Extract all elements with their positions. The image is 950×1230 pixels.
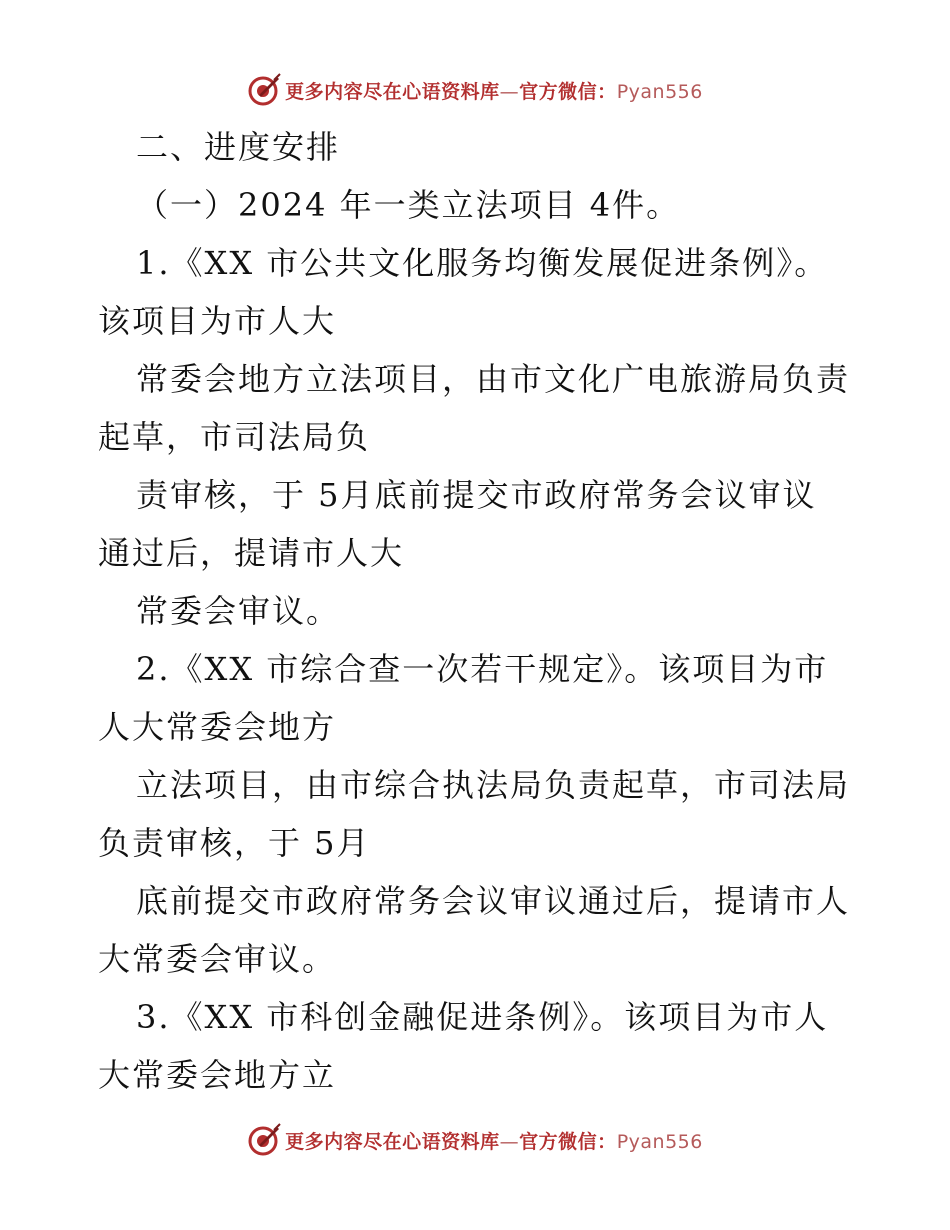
watermark-contact-id: Pyan556 <box>616 80 703 103</box>
watermark-brand: 更多内容尽在心语资料库 <box>285 1130 500 1153</box>
watermark-contact-label: 官方微信： <box>519 80 617 103</box>
text-line: 负责审核，于 5月 <box>98 824 371 862</box>
text-line: 起草，市司法局负 <box>98 418 371 456</box>
watermark-text <box>285 1127 703 1154</box>
text-line: 2.《XX 市综合查一次若干规定》。该项目为市 <box>136 650 829 688</box>
text-line: 责审核，于 5月底前提交市政府常务会议审议 <box>136 476 817 514</box>
text-line: 立法项目，由市综合执法局负责起草，市司法局 <box>136 766 851 804</box>
watermark-text <box>285 77 703 104</box>
watermark-contact-label: 官方微信： <box>519 1130 617 1153</box>
text-line: 通过后，提请市人大 <box>98 534 405 572</box>
text-line: 常委会审议。 <box>136 592 341 630</box>
footer-watermark <box>0 1120 950 1160</box>
text-line: 3.《XX 市科创金融促进条例》。该项目为市人 <box>136 998 829 1036</box>
watermark-separator: — <box>499 80 520 103</box>
section-heading: 二、进度安排 <box>136 128 341 166</box>
text-line: 该项目为市人大 <box>98 302 337 340</box>
text-line: 常委会地方立法项目，由市文化广电旅游局负责 <box>136 360 851 398</box>
watermark-contact-id: Pyan556 <box>616 1130 703 1153</box>
document-body <box>98 118 858 1104</box>
header-watermark <box>0 70 950 110</box>
text-line: 底前提交市政府常务会议审议通过后，提请市人 <box>136 882 851 920</box>
text-line: 大常委会地方立 <box>98 1056 337 1094</box>
text-line: 大常委会审议。 <box>98 940 337 978</box>
text-line: 人大常委会地方 <box>98 708 337 746</box>
quill-logo-icon <box>247 1123 281 1157</box>
quill-logo-icon <box>247 73 281 107</box>
subsection-heading: （一）2024 年一类立法项目 4件。 <box>136 186 681 224</box>
watermark-separator: — <box>499 1130 520 1153</box>
watermark-brand: 更多内容尽在心语资料库 <box>285 80 500 103</box>
text-line: 1.《XX 市公共文化服务均衡发展促进条例》。 <box>136 244 829 282</box>
